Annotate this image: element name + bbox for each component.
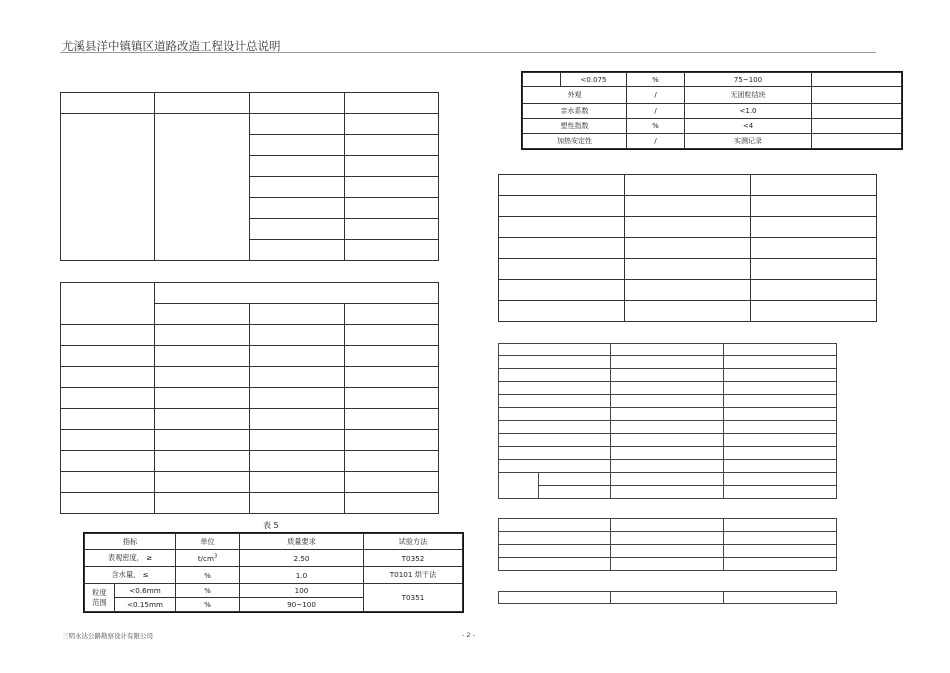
table-5-grading-requirement: 100 <box>240 584 364 598</box>
table-cell <box>345 114 439 135</box>
table-cell <box>724 519 837 532</box>
table-cell <box>611 434 724 447</box>
table-cell <box>751 280 877 301</box>
table-cell <box>345 135 439 156</box>
table-5-grading-label <box>85 584 115 612</box>
table-cell <box>61 367 155 388</box>
table-5-grading-requirement: 90~100 <box>240 598 364 612</box>
table-cell <box>724 421 837 434</box>
table-cell <box>499 558 611 571</box>
table-cell <box>724 532 837 545</box>
table-cell <box>523 73 561 87</box>
table-cell <box>611 356 724 369</box>
right-table-name: 加热安定性 <box>523 134 627 149</box>
table-cell <box>345 156 439 177</box>
table-cell <box>499 532 611 545</box>
table-cell <box>724 447 837 460</box>
table-cell <box>155 114 250 261</box>
table-cell <box>250 177 345 198</box>
table-5-grading-unit: % <box>176 598 240 612</box>
table-5-header-indicator: 指标 <box>85 534 176 550</box>
table-cell <box>155 451 250 472</box>
table-cell <box>250 156 345 177</box>
table-cell <box>611 447 724 460</box>
document-header-title: 尤溪县洋中镇镇区道路改造工程设计总说明 <box>62 39 281 53</box>
table-cell <box>499 460 611 473</box>
table-cell <box>724 545 837 558</box>
table-cell <box>499 175 625 196</box>
table-cell <box>724 344 837 356</box>
table-cell <box>625 259 751 280</box>
table-cell <box>250 219 345 240</box>
grading-label-line1: 粒度 <box>92 587 107 597</box>
table-cell <box>625 217 751 238</box>
right-table-unit: / <box>627 104 685 119</box>
table-cell <box>611 545 724 558</box>
right-table-unit: / <box>627 87 685 104</box>
footer-company: 三明永达公路勘察设计有限公司 <box>62 632 153 640</box>
table-cell <box>724 460 837 473</box>
table-cell <box>499 344 611 356</box>
table-cell <box>345 367 439 388</box>
table-cell <box>611 558 724 571</box>
table-cell <box>625 301 751 322</box>
table-cell <box>61 388 155 409</box>
table-cell <box>155 304 250 325</box>
table-cell <box>345 198 439 219</box>
table-cell <box>625 238 751 259</box>
table-cell <box>345 472 439 493</box>
table-5-grading-unit: % <box>176 584 240 598</box>
right-table-unit: % <box>627 73 685 87</box>
table-cell <box>61 114 155 261</box>
table-cell <box>625 175 751 196</box>
table-cell <box>345 451 439 472</box>
table-5-moisture-method: T0101 烘干法 <box>364 567 463 584</box>
table-cell <box>61 346 155 367</box>
right-table-3 <box>498 343 837 499</box>
table-cell <box>751 196 877 217</box>
table-5-density-name: 表观密度， ≥ <box>85 550 176 567</box>
table-cell <box>499 473 539 499</box>
table-cell <box>61 451 155 472</box>
table-cell <box>499 259 625 280</box>
table-cell <box>61 93 155 114</box>
table-cell <box>625 280 751 301</box>
right-table-requirement: 无团粒结块 <box>685 87 812 104</box>
table-cell <box>345 409 439 430</box>
table-cell <box>345 219 439 240</box>
table-cell <box>724 369 837 382</box>
table-cell <box>345 93 439 114</box>
table-cell <box>345 346 439 367</box>
table-cell <box>751 175 877 196</box>
table-cell <box>751 259 877 280</box>
table-cell <box>724 434 837 447</box>
table-cell <box>724 486 837 499</box>
table-cell <box>611 486 724 499</box>
table-cell <box>499 434 611 447</box>
table-cell <box>61 472 155 493</box>
right-table-unit: % <box>627 119 685 134</box>
left-table-2 <box>60 282 439 514</box>
table-cell <box>499 356 611 369</box>
table-cell <box>250 493 345 514</box>
table-cell <box>250 472 345 493</box>
table-cell <box>751 217 877 238</box>
table-cell <box>345 430 439 451</box>
table-cell <box>345 388 439 409</box>
table-cell <box>539 486 611 499</box>
table-5-header-requirement: 质量要求 <box>240 534 364 550</box>
table-cell <box>250 240 345 261</box>
footer-page-number: - 2 - <box>462 631 475 639</box>
table-cell <box>611 592 724 604</box>
table-cell <box>611 382 724 395</box>
table-cell <box>250 93 345 114</box>
table-cell <box>625 196 751 217</box>
table-cell <box>499 301 625 322</box>
table-cell <box>250 451 345 472</box>
table-cell <box>611 395 724 408</box>
table-cell <box>155 283 439 304</box>
table-cell <box>812 87 902 104</box>
table-cell <box>499 369 611 382</box>
table-cell <box>724 356 837 369</box>
right-table-5 <box>498 591 837 604</box>
grading-label-line2: 范围 <box>92 597 107 607</box>
table-cell <box>724 382 837 395</box>
table-5-grading-method: T0351 <box>364 584 463 612</box>
table-cell <box>250 135 345 156</box>
table-cell <box>724 395 837 408</box>
table-cell <box>499 447 611 460</box>
table-cell <box>250 409 345 430</box>
table-cell <box>250 388 345 409</box>
right-table-4 <box>498 518 837 571</box>
table-cell <box>499 238 625 259</box>
table-5-grading-size: <0.6mm <box>115 584 176 598</box>
table-cell <box>611 473 724 486</box>
right-top-table <box>522 72 902 149</box>
table-cell <box>751 238 877 259</box>
right-table-name: 亲水系数 <box>523 104 627 119</box>
table-cell <box>611 519 724 532</box>
right-table-requirement: 实测记录 <box>685 134 812 149</box>
table-cell <box>155 388 250 409</box>
table-cell <box>499 421 611 434</box>
table-cell <box>812 104 902 119</box>
right-table-name: 塑性指数 <box>523 119 627 134</box>
table-cell <box>611 421 724 434</box>
table-cell <box>724 592 837 604</box>
table-5-moisture-unit: % <box>176 567 240 584</box>
table-cell <box>499 395 611 408</box>
table-cell <box>250 430 345 451</box>
table-cell <box>499 545 611 558</box>
table-cell <box>499 280 625 301</box>
right-table-name: <0.075 <box>561 73 627 87</box>
table-cell <box>61 325 155 346</box>
table-cell <box>155 472 250 493</box>
table-5-density-method: T0352 <box>364 550 463 567</box>
table-cell <box>751 301 877 322</box>
table-cell <box>499 519 611 532</box>
table-cell <box>499 196 625 217</box>
table-cell <box>155 409 250 430</box>
table-cell <box>61 409 155 430</box>
table-cell <box>61 493 155 514</box>
header-divider <box>60 52 876 53</box>
table-cell <box>345 240 439 261</box>
unit-superscript: 3 <box>214 553 218 560</box>
table-cell <box>345 493 439 514</box>
unit-base: t/cm <box>197 553 215 563</box>
table-cell <box>724 408 837 421</box>
table-cell <box>250 325 345 346</box>
table-cell <box>611 408 724 421</box>
table-cell <box>61 430 155 451</box>
table-cell <box>499 217 625 238</box>
table-cell <box>155 93 250 114</box>
table-cell <box>611 344 724 356</box>
table-cell <box>250 304 345 325</box>
table-cell <box>155 430 250 451</box>
table-cell <box>539 473 611 486</box>
table-cell <box>155 493 250 514</box>
table-5-grading-size: <0.15mm <box>115 598 176 612</box>
table-cell <box>724 558 837 571</box>
table-cell <box>345 177 439 198</box>
table-cell <box>250 114 345 135</box>
right-table-requirement: <1.0 <box>685 104 812 119</box>
table-cell <box>812 73 902 87</box>
table-cell <box>499 592 611 604</box>
table-cell <box>250 367 345 388</box>
table-5-density-requirement: 2.50 <box>240 550 364 567</box>
table-cell <box>155 367 250 388</box>
table-cell <box>812 134 902 149</box>
table-cell <box>250 346 345 367</box>
table-cell <box>345 325 439 346</box>
table-cell <box>61 283 155 325</box>
table-cell <box>611 532 724 545</box>
right-table-requirement: <4 <box>685 119 812 134</box>
table-cell <box>250 198 345 219</box>
table-cell <box>812 119 902 134</box>
right-table-name: 外观 <box>523 87 627 104</box>
table-5-header-method: 试验方法 <box>364 534 463 550</box>
left-table-1 <box>60 92 439 261</box>
table-cell <box>155 346 250 367</box>
table-cell <box>155 325 250 346</box>
table-5 <box>84 533 463 612</box>
table-cell <box>345 304 439 325</box>
table-5-moisture-name: 含水量， ≤ <box>85 567 176 584</box>
table-cell <box>724 473 837 486</box>
table-cell <box>499 408 611 421</box>
table-5-header-unit: 单位 <box>176 534 240 550</box>
table-cell <box>499 382 611 395</box>
table-cell <box>611 460 724 473</box>
right-table-2 <box>498 174 877 322</box>
table-5-moisture-requirement: 1.0 <box>240 567 364 584</box>
right-table-requirement: 75~100 <box>685 73 812 87</box>
table-5-caption: 表 5 <box>263 521 279 530</box>
table-5-density-unit <box>176 550 240 567</box>
table-cell <box>611 369 724 382</box>
right-table-unit: / <box>627 134 685 149</box>
